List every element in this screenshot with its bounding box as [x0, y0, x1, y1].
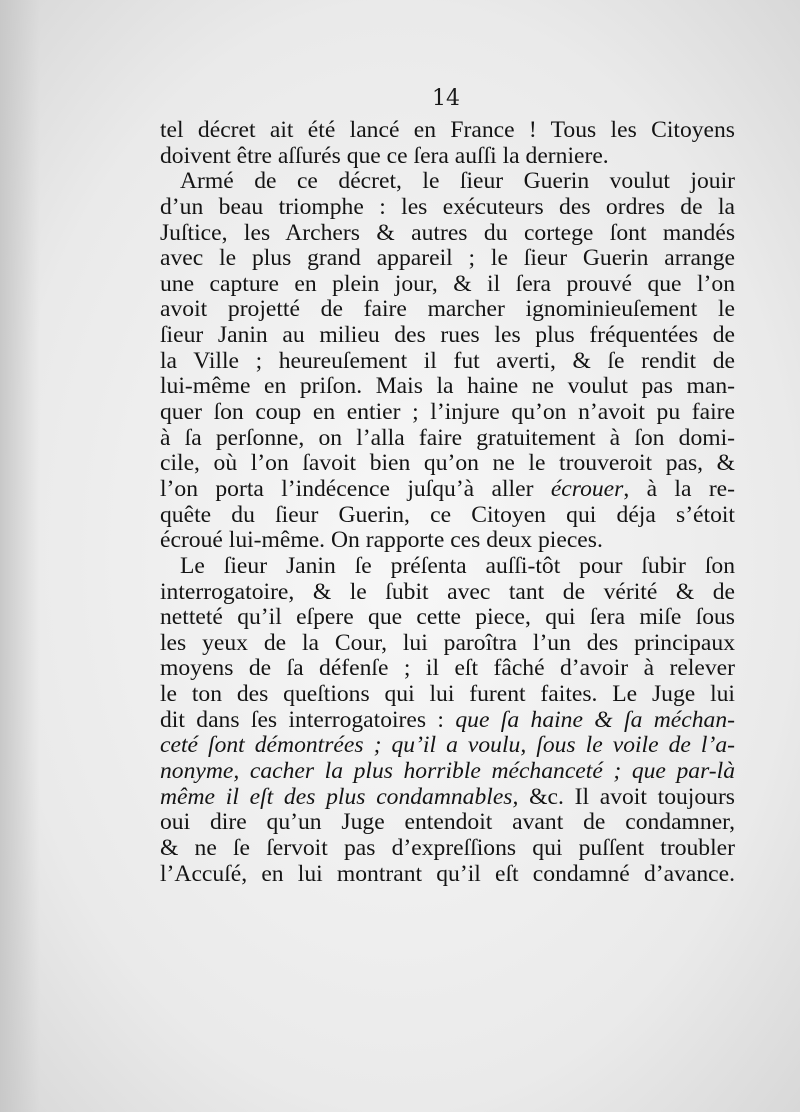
line-text: d’un beau triomphe : les exécuteurs des ordres de la — [160, 193, 735, 220]
line-text: Juſtice, les Archers & autres du cortege ſont mandés — [160, 219, 735, 246]
text-line — [160, 759, 735, 785]
text-line — [160, 451, 735, 477]
text-line — [160, 554, 735, 580]
line-text: avec le plus grand appareil ; le ſieur Guerin arrange — [160, 245, 735, 272]
text-line — [160, 785, 735, 811]
text-line — [160, 477, 735, 503]
line-text: le ton des queſtions qui lui furent faites. Le Juge lui — [160, 681, 735, 708]
text-line — [160, 400, 735, 426]
line-text: &c. Il avoit toujours — [518, 783, 735, 810]
line-text: l’on porta l’indécence juſqu’à aller — [160, 475, 551, 502]
text-line — [160, 810, 735, 836]
text-line — [160, 169, 735, 195]
page-edge-shadow — [0, 0, 40, 1112]
text-line — [160, 374, 735, 400]
text-line — [160, 580, 735, 606]
text-line — [160, 656, 735, 682]
text-line — [160, 528, 735, 554]
text-line — [160, 862, 735, 888]
text-line — [160, 836, 735, 862]
text-line — [160, 426, 735, 452]
line-text: quer ſon coup en entier ; l’injure qu’on n’avoit pu faire — [160, 399, 735, 426]
text-line — [160, 349, 735, 375]
line-text: moyens de ſa défenſe ; il eſt fâché d’avoir à relever — [160, 655, 735, 682]
line-text: quête du ſieur Guerin, ce Citoyen qui déja s’étoit — [160, 501, 735, 528]
line-text: Le ſieur Janin ſe préſenta auſſi-tôt pour ſubir ſon — [180, 552, 735, 579]
line-text: , à la re- — [623, 475, 736, 502]
italic-text: nonyme, cacher la plus horrible méchanceté ; que par-là — [160, 758, 735, 785]
italic-text: écrouer — [550, 475, 624, 502]
line-text: avoit projetté de faire marcher ignominieuſement le — [160, 296, 735, 323]
text-line — [160, 631, 735, 657]
text-line — [160, 118, 735, 144]
text-line — [160, 605, 735, 631]
text-line — [160, 246, 735, 272]
body-text — [160, 118, 735, 887]
line-text: à ſa perſonne, on l’alla faire gratuitement à ſon domi- — [160, 424, 735, 451]
italic-text: ceté ſont démontrées ; qu’il a voulu, ſous le voile de l’a- — [160, 732, 735, 759]
line-text: ſieur Janin au milieu des rues les plus fréquentées de — [160, 322, 735, 349]
line-text: les yeux de la Cour, lui paroîtra l’un des principaux — [160, 629, 735, 656]
line-text: cile, où l’on ſavoit bien qu’on ne le trouveroit pas, & — [160, 450, 735, 477]
line-text: doivent être aſſurés que ce ſera auſſi la derniere. — [160, 142, 609, 169]
line-text: interrogatoire, & le ſubit avec tant de vérité & de — [160, 578, 735, 605]
text-line — [160, 708, 735, 734]
text-line — [160, 503, 735, 529]
text-line — [160, 323, 735, 349]
line-text: tel décret ait été lancé en France ! Tous les Citoyens — [160, 117, 735, 143]
line-text: dit dans ſes interrogatoires : — [160, 706, 456, 733]
text-line — [160, 195, 735, 221]
text-line — [160, 733, 735, 759]
line-text: la Ville ; heureuſement il fut averti, & ſe rendit de — [160, 347, 735, 374]
line-text: lui-même en priſon. Mais la haine ne voulut pas man- — [160, 373, 735, 400]
page-number: 14 — [432, 86, 460, 111]
line-text: l’Accuſé, en lui montrant qu’il eſt condamné d’avance. — [160, 860, 735, 887]
text-line — [160, 682, 735, 708]
text-line — [160, 144, 735, 170]
line-text: une capture en plein jour, & il ſera prouvé que l’on — [160, 270, 735, 297]
text-line — [160, 272, 735, 298]
line-text: écroué lui-même. On rapporte ces deux pieces. — [160, 527, 603, 554]
line-text: netteté qu’il eſpere que cette piece, qui ſera miſe ſous — [160, 604, 735, 631]
line-text: & ne ſe ſervoit pas d’expreſſions qui puſſent troubler — [160, 834, 735, 861]
italic-text: même il eſt des plus condamnables, — [160, 783, 519, 810]
line-text: oui dire qu’un Juge entendoit avant de condamner, — [160, 809, 735, 836]
text-line — [160, 221, 735, 247]
line-text: Armé de ce décret, le ſieur Guerin voulut jouir — [180, 168, 735, 195]
italic-text: que ſa haine & ſa méchan- — [455, 706, 735, 733]
text-line — [160, 297, 735, 323]
